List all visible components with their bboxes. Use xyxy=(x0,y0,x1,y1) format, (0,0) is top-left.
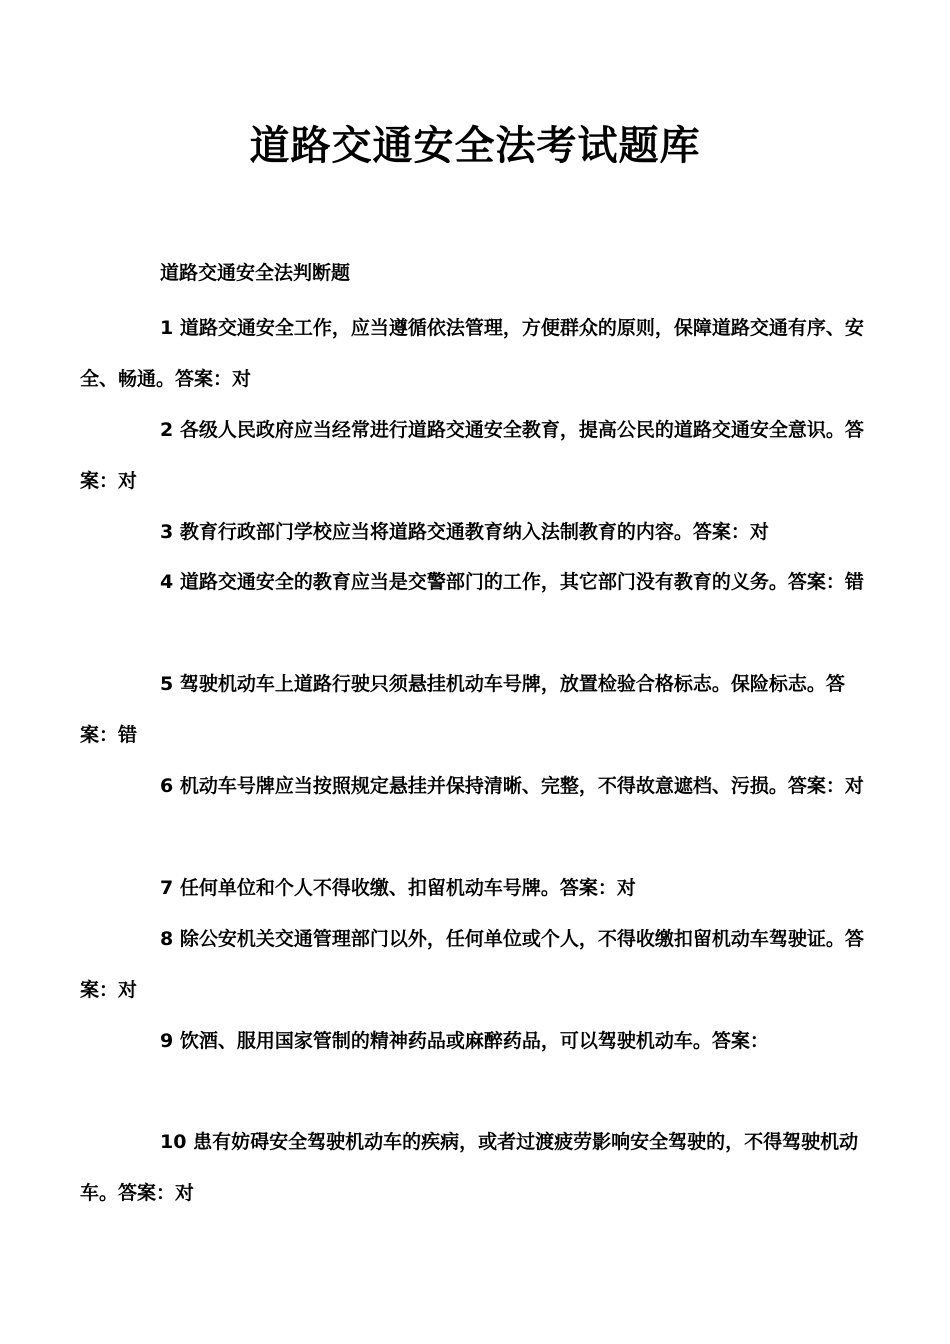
question-6 xyxy=(80,761,870,812)
question-number: 8 xyxy=(160,928,174,950)
question-4 xyxy=(80,557,870,608)
question-text: 教育行政部门学校应当将道路交通教育纳入法制教育的内容。答案：对 xyxy=(179,521,769,543)
question-number: 6 xyxy=(160,775,174,797)
question-number: 5 xyxy=(160,673,174,695)
question-number: 1 xyxy=(160,317,174,339)
question-text: 道路交通安全工作，应当遵循依法管理，方便群众的原则，保障道路交通有序、安全、畅通。答案：对 xyxy=(80,317,864,390)
question-number: 7 xyxy=(160,877,174,899)
question-text: 饮酒、服用国家管制的精神药品或麻醉药品，可以驾驶机动车。答案： xyxy=(179,1030,769,1052)
question-8 xyxy=(80,914,870,1016)
question-text: 机动车号牌应当按照规定悬挂并保持清晰、完整，不得故意遮档、污损。答案：对 xyxy=(179,775,864,797)
question-2 xyxy=(80,405,870,507)
question-text: 患有妨碍安全驾驶机动车的疾病，或者过渡疲劳影响安全驾驶的，不得驾驶机动车。答案：对 xyxy=(80,1131,859,1204)
question-number: 3 xyxy=(160,521,174,543)
question-number: 10 xyxy=(160,1131,187,1153)
question-text: 各级人民政府应当经常进行道路交通安全教育，提高公民的道路交通安全意识。答案：对 xyxy=(80,419,864,492)
question-number: 9 xyxy=(160,1030,174,1052)
document-title: 道路交通安全法考试题库 xyxy=(249,123,701,169)
question-5 xyxy=(80,659,870,761)
question-text: 道路交通安全的教育应当是交警部门的工作，其它部门没有教育的义务。答案：错 xyxy=(179,571,864,593)
question-9 xyxy=(80,1016,870,1067)
question-10 xyxy=(80,1117,870,1219)
question-text: 驾驶机动车上道路行驶只须悬挂机动车号牌，放置检验合格标志。保险标志。答案：错 xyxy=(80,673,845,746)
question-text: 除公安机关交通管理部门以外，任何单位或个人，不得收缴扣留机动车驾驶证。答案：对 xyxy=(80,928,864,1001)
question-number: 4 xyxy=(160,571,174,593)
section-heading: 道路交通安全法判断题 xyxy=(160,262,351,284)
question-1 xyxy=(80,303,870,405)
question-7 xyxy=(80,863,870,914)
question-3 xyxy=(80,507,870,558)
question-text: 任何单位和个人不得收缴、扣留机动车号牌。答案：对 xyxy=(179,877,636,899)
question-number: 2 xyxy=(160,419,174,441)
